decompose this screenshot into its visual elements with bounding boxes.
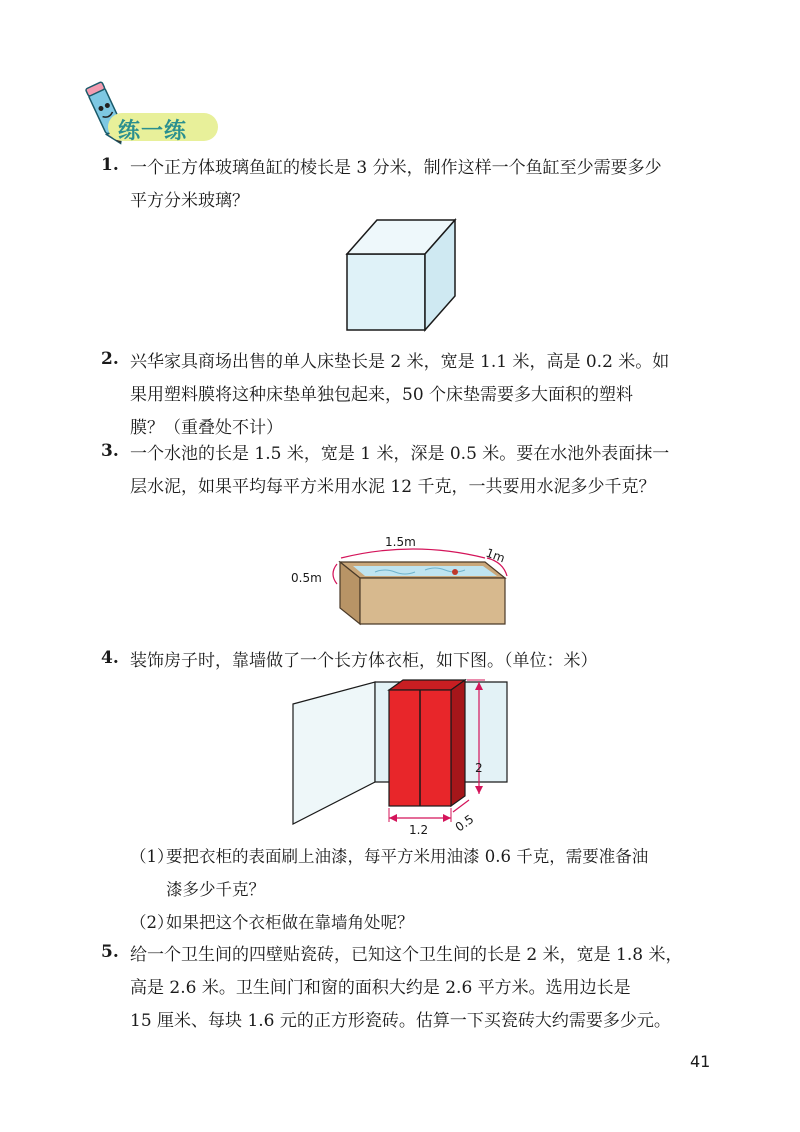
- wardrobe-width-label: 0.5: [452, 812, 477, 835]
- problem-3-number: 3.: [101, 441, 119, 461]
- subquestion-1-label: （1）: [130, 847, 174, 866]
- subquestion-2-label: （2）: [130, 913, 174, 932]
- text-line: 一个水池的长是 1.5 米，宽是 1 米，深是 0.5 米。要在水池外表面抹一: [130, 444, 670, 464]
- section-header: [78, 78, 228, 150]
- text-line: 平方分米玻璃？: [130, 191, 249, 211]
- text-line: 膜？（重叠处不计）: [130, 418, 283, 438]
- subquestion-1-text: [166, 840, 706, 906]
- text-line: 15 厘米、每块 1.6 元的正方形瓷砖。估算一下买瓷砖大约需要多少元。: [130, 1011, 671, 1031]
- pool-depth-label: 0.5m: [291, 571, 322, 585]
- subquestion-2-text: [166, 906, 706, 939]
- text-line: 兴华家具商场出售的单人床垫长是 2 米，宽是 1.1 米，高是 0.2 米。如: [130, 352, 670, 372]
- pool-width-label: 1m: [483, 545, 507, 566]
- problem-2-number: 2.: [101, 349, 119, 369]
- text-line: 层水泥，如果平均每平方米用水泥 12 千克，一共要用水泥多少千克？: [130, 477, 656, 497]
- section-title: 练一练: [118, 119, 188, 144]
- page-number: 41: [690, 1052, 711, 1071]
- text-line: 一个正方体玻璃鱼缸的棱长是 3 分米，制作这样一个鱼缸至少需要多少: [130, 158, 662, 178]
- text-line: 高是 2.6 米。卫生间门和窗的面积大约是 2.6 平方米。选用边长是: [130, 978, 631, 998]
- text-line: 装饰房子时，靠墙做了一个长方体衣柜，如下图。（单位：米）: [130, 651, 598, 671]
- wardrobe-length-label: 1.2: [409, 823, 429, 837]
- pool-figure: [285, 528, 525, 628]
- text-line: 如果把这个衣柜做在靠墙角处呢？: [166, 913, 414, 932]
- problem-5-text: [130, 939, 710, 1038]
- text-line: 果用塑料膜将这种床垫单独包起来，50 个床垫需要多大面积的塑料: [130, 385, 634, 405]
- left-wall: [293, 682, 375, 824]
- problem-4-text: [130, 645, 710, 678]
- text-line: 给一个卫生间的四壁贴瓷砖，已知这个卫生间的长是 2 米，宽是 1.8 米，: [130, 945, 683, 965]
- problem-3-text: [130, 438, 710, 504]
- cube-figure: [335, 212, 465, 337]
- problem-1-text: [130, 152, 710, 218]
- pool-length-label: 1.5m: [385, 535, 416, 549]
- problem-5-number: 5.: [101, 942, 119, 962]
- length-dimension: [341, 549, 485, 558]
- depth-dimension: [333, 564, 337, 584]
- wardrobe-height-label: 2: [475, 761, 483, 775]
- text-line: 漆多少千克？: [166, 880, 265, 899]
- wardrobe-figure: [285, 676, 525, 838]
- problem-2-text: [130, 346, 710, 445]
- problem-1-number: 1.: [101, 155, 119, 175]
- text-line: 要把衣柜的表面刷上油漆，每平方米用油漆 0.6 千克，需要准备油: [166, 847, 649, 866]
- problem-4-number: 4.: [101, 648, 119, 668]
